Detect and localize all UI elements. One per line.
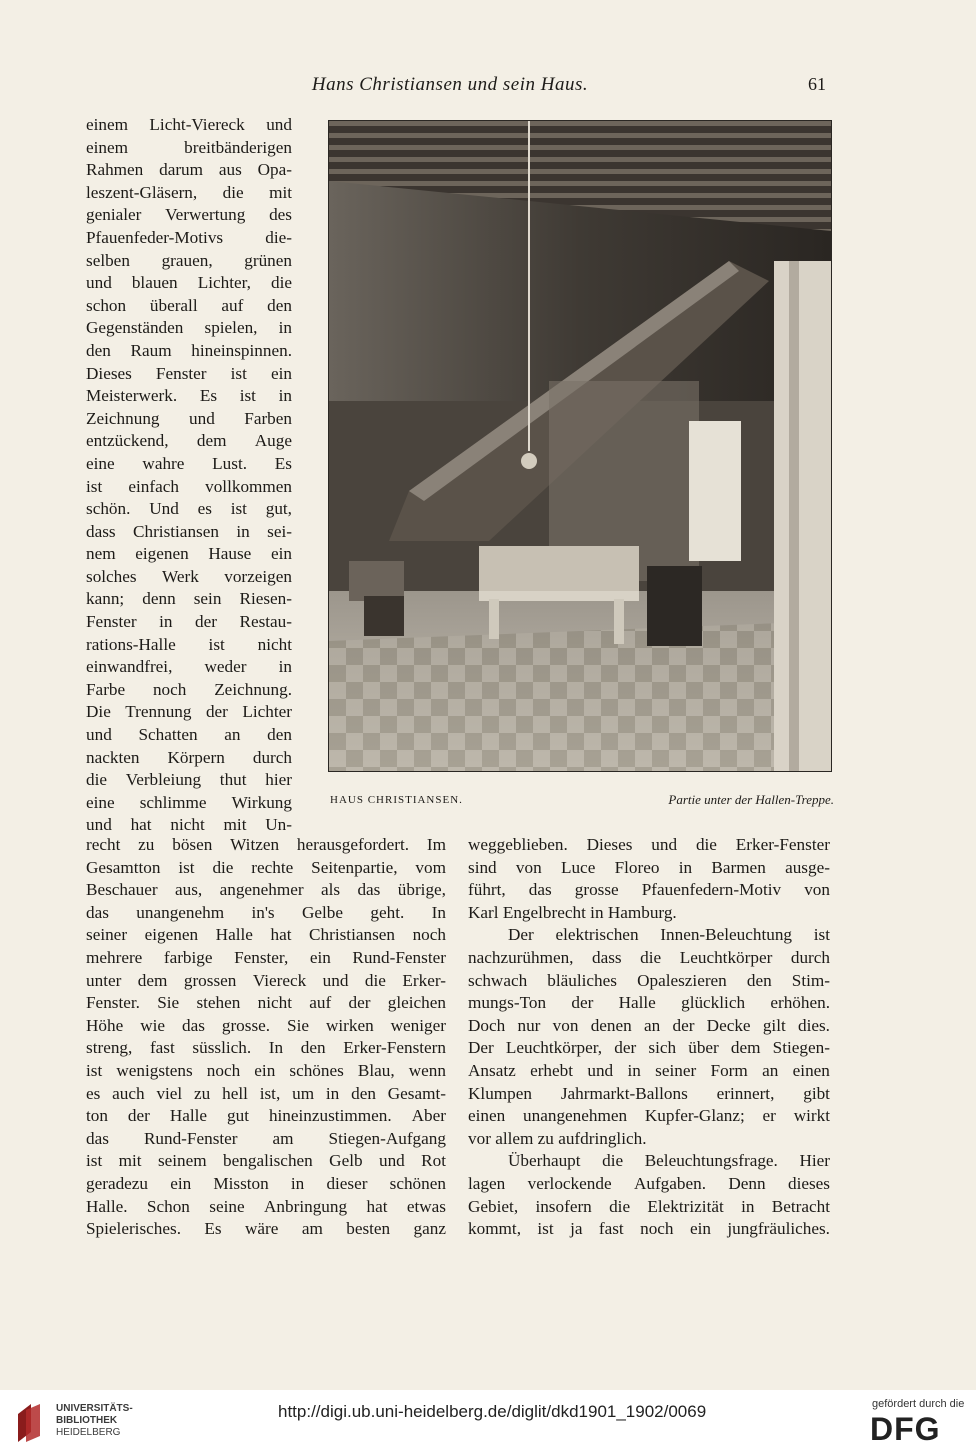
text-line: kann; denn sein Riesen- bbox=[86, 589, 292, 609]
text-line: und Schatten an den bbox=[86, 725, 292, 745]
text-line: Gegenständen spielen, in bbox=[86, 318, 292, 338]
narrow-text-column bbox=[86, 114, 292, 837]
text-line: entzückend, dem Auge bbox=[86, 431, 292, 451]
text-line: Überhaupt die Beleuchtungsfrage. Hier bbox=[508, 1151, 830, 1171]
text-line: die Verbleiung thut hier bbox=[86, 770, 292, 790]
page-number: 61 bbox=[808, 74, 826, 94]
text-line: nachzurühmen, dass die Leuchtkörper durch bbox=[468, 947, 830, 967]
text-line: ist einfach vollkommen bbox=[86, 476, 292, 496]
text-line: leszent-Gläsern, die mit bbox=[86, 182, 292, 202]
text-line: führt, das grosse Pfauenfedern-Motiv von bbox=[468, 880, 830, 900]
text-line: das unangenehm in's Gelbe geht. In bbox=[86, 902, 446, 922]
figure-caption-right: Partie unter der Hallen-Treppe. bbox=[668, 792, 834, 807]
text-line: weggeblieben. Dieses und die Erker-Fenster bbox=[468, 835, 830, 854]
photograph-hall-staircase bbox=[328, 120, 832, 772]
text-line: Fenster in der Restau- bbox=[86, 612, 292, 632]
text-line: Meisterwerk. Es ist in bbox=[86, 386, 292, 406]
text-line: lagen verlockende Aufgaben. Denn dieses bbox=[468, 1173, 830, 1193]
text-line: Zeichnung und Farben bbox=[86, 408, 292, 428]
text-line: nem eigenen Hause ein bbox=[86, 544, 292, 564]
text-line: Der elektrischen Innen-Beleuchtung ist bbox=[508, 925, 830, 945]
text-line: selben grauen, grünen bbox=[86, 250, 292, 270]
library-name bbox=[56, 1403, 133, 1439]
text-line: Doch nur von denen an der Decke gilt dies. bbox=[468, 1015, 830, 1035]
text-line: unter dem grossen Viereck und die Erker- bbox=[86, 970, 446, 990]
dfg-logo: DFG bbox=[870, 1411, 941, 1447]
text-line: Farbe noch Zeichnung. bbox=[86, 679, 292, 699]
text-line: Spielerisches. Es wäre am besten ganz bbox=[86, 1219, 446, 1239]
digitization-footer bbox=[0, 1390, 976, 1455]
text-line: Rahmen darum aus Opa- bbox=[86, 160, 292, 180]
text-line: ton der Halle gut hineinzustimmen. Aber bbox=[86, 1106, 446, 1126]
text-line: einwandfrei, weder in bbox=[86, 657, 292, 677]
text-line: und blauen Lichter, die bbox=[86, 273, 292, 293]
text-line: Beschauer aus, angenehmer als das übrige, bbox=[86, 880, 446, 900]
funded-by-label: gefördert durch die bbox=[872, 1398, 965, 1410]
text-line: Der Leuchtkörper, der sich über dem Stiegen- bbox=[468, 1038, 830, 1058]
text-line: es auch viel zu hell ist, um in den Gesamt- bbox=[86, 1083, 446, 1103]
text-line: eine schlimme Wirkung bbox=[86, 792, 292, 812]
text-line: genialer Verwertung des bbox=[86, 205, 292, 225]
text-line: solches Werk vorzeigen bbox=[86, 566, 292, 586]
text-line: geradezu ein Misston in dieser schönen bbox=[86, 1173, 446, 1193]
university-library-logo-icon bbox=[14, 1402, 48, 1446]
text-line: schön. Und es ist gut, bbox=[86, 499, 292, 519]
figure-caption-left: HAUS CHRISTIANSEN. bbox=[330, 794, 463, 806]
text-line: Höhe wie das grosse. Sie wirken weniger bbox=[86, 1015, 446, 1035]
text-line: Pfauenfeder-Motivs die- bbox=[86, 227, 292, 247]
text-line: einem breitbänderigen bbox=[86, 137, 292, 157]
text-line: schwach bläuliches Opaleszieren den Stim- bbox=[468, 970, 830, 990]
left-text-column bbox=[86, 834, 446, 1241]
text-line: Halle. Schon seine Anbringung hat etwas bbox=[86, 1196, 446, 1216]
text-line: den Raum hineinspinnen. bbox=[86, 340, 292, 360]
text-line: Gebiet, insofern die Elektrizität in Betracht bbox=[468, 1196, 830, 1216]
text-line: dass Christiansen in sei- bbox=[86, 521, 292, 541]
text-line: mehrere farbige Fenster, ein Rund-Fenster bbox=[86, 947, 446, 967]
text-line: Fenster. Sie stehen nicht auf der gleichen bbox=[86, 993, 446, 1013]
text-line: vor allem zu aufdringlich. bbox=[468, 1128, 647, 1148]
text-line: Gesamtton ist die rechte Seitenpartie, vom bbox=[86, 857, 446, 877]
text-line: streng, fast süsslich. In den Erker-Fenstern bbox=[86, 1038, 446, 1058]
library-name-line-1: UNIVERSITÄTS- bbox=[56, 1403, 133, 1414]
text-line: recht zu bösen Witzen herausgefordert. Im bbox=[86, 835, 446, 854]
text-line: das Rund-Fenster am Stiegen-Aufgang bbox=[86, 1128, 446, 1148]
library-name-line-2: BIBLIOTHEK bbox=[56, 1415, 118, 1426]
text-line: ist mit seinem bengalischen Gelb und Rot bbox=[86, 1151, 446, 1171]
text-line: mungs-Ton der Halle glücklich erhöhen. bbox=[468, 993, 830, 1013]
text-line: Karl Engelbrecht in Hamburg. bbox=[468, 902, 677, 922]
text-line: schon überall auf den bbox=[86, 295, 292, 315]
running-title: Hans Christiansen und sein Haus. bbox=[311, 74, 589, 95]
text-line: seiner eigenen Halle hat Christiansen noch bbox=[86, 925, 446, 945]
permalink-url[interactable]: http://digi.ub.uni-heidelberg.de/diglit/dkd1901_1902/0069 bbox=[278, 1402, 707, 1421]
library-name-line-3: HEIDELBERG bbox=[56, 1427, 121, 1438]
text-line: sind von Luce Floreo in Barmen ausge- bbox=[468, 857, 830, 877]
text-line: Klumpen Jahrmarkt-Ballons erinnert, gibt bbox=[468, 1083, 830, 1103]
text-line: einem Licht-Viereck und bbox=[86, 115, 292, 134]
text-line: kommt, ist ja fast noch ein jungfräuliches. bbox=[468, 1219, 830, 1239]
text-line: Dieses Fenster ist ein bbox=[86, 363, 292, 383]
text-line: einen unangenehmen Kupfer-Glanz; er wirkt bbox=[468, 1106, 830, 1126]
text-line: Ansatz erhebt und in seiner Form an einen bbox=[468, 1060, 830, 1080]
text-line: und hat nicht mit Un- bbox=[86, 815, 292, 835]
text-line: eine wahre Lust. Es bbox=[86, 453, 292, 473]
right-text-column bbox=[468, 834, 830, 1241]
text-line: ist wenigstens noch ein schönes Blau, wenn bbox=[86, 1060, 446, 1080]
text-line: Die Trennung der Lichter bbox=[86, 702, 292, 722]
text-line: nackten Körpern durch bbox=[86, 747, 292, 767]
text-line: rations-Halle ist nicht bbox=[86, 634, 292, 654]
